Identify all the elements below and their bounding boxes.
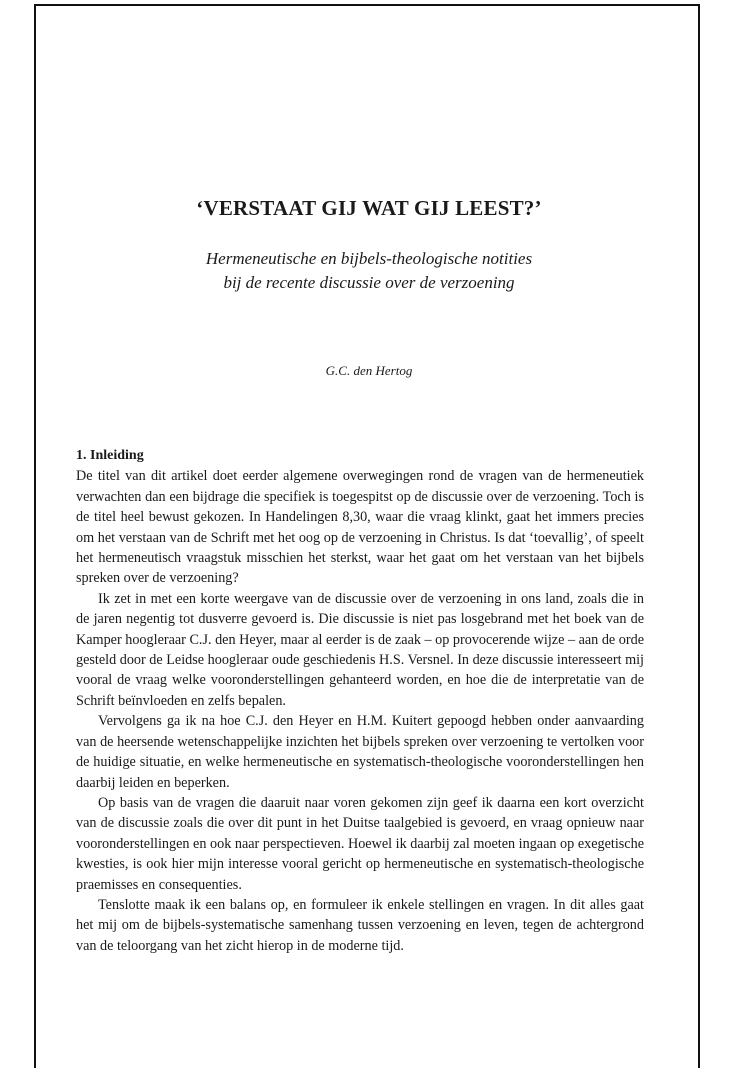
- paragraph-3: Vervolgens ga ik na hoe C.J. den Heyer en H.M. Kuitert gepoogd hebben onder aanvaarding van de heersende wetenschappelijke inzichten het bijbels spreken over verzoening te vertolken voor de huidige situatie, en welke hermeneutische en systematisch-theologische vooronderstellingen hen daarbij leiden en beperken.: [76, 713, 644, 791]
- paragraph-4: Op basis van de vragen die daaruit naar voren gekomen zijn geef ik daarna een kort overzicht van de discussie zoals die over dit punt in het Duitse taalgebied is gevoerd, en vraag opnieuw naar vooronderstellingen en ook naar perspectieven. Hoewel ik daarbij zal moeten ingaan op exegetische kwesties, is ook hier mijn interesse vooral gericht op hermeneutische en systematisch-theologische praemisses en consequenties.: [76, 794, 644, 893]
- author-name: G.C. den Hertog: [325, 363, 413, 378]
- article-title: ‘VERSTAAT GIJ WAT GIJ LEEST?’: [196, 196, 542, 220]
- article-subtitle: [0, 247, 738, 295]
- paragraph-5: Tenslotte maak ik een balans op, en formuleer ik enkele stellingen en vragen. In dit alles gaat het mij om de bijbels-systematische samenhang tussen verzoening en leven, tegen de achtergrond van de teloorgang van het zicht hierop in de moderne tijd.: [76, 896, 644, 954]
- paragraph-1: De titel van dit artikel doet eerder algemene overwegingen rond de vragen van de hermeneutiek verwachten dan een bijdrage die specifiek is toegespitst op de discussie over de verzoening. Toch is de titel heel bewust gekozen. In Handelingen 8,30, waar die vraag klinkt, gaat het immers precies om het verstaan van de Schrift met het oog op de verzoening in Christus. Is dat ‘toevallig’, of speelt het hermeneutisch vraagstuk misschien het sterkst, waar het gaat om het verstaan van het bijbels spreken over de verzoening?: [76, 468, 644, 587]
- subtitle-line-1: Hermeneutische en bijbels-theologische notities: [205, 249, 533, 268]
- paragraph-2: Ik zet in met een korte weergave van de discussie over de verzoening in ons land, zoals die in de jaren negentig tot dusverre gevoerd is. Die discussie is niet pas losgebrand met het boek van de Kamper hoogleraar C.J. den Heyer, maar al eerder is de zaak – op provocerende wijze – aan de orde gesteld door de Leidse hoogleraar oude geschiedenis H.S. Versnel. In deze discussie interesseert mij vooral de vraag welke vooronderstellingen gehanteerd worden, en hoe die de interpretatie van de Schrift beïnvloeden en zelfs bepalen.: [76, 590, 644, 709]
- subtitle-line-2: bij de recente discussie over de verzoening: [223, 273, 515, 292]
- article-body: [76, 446, 644, 956]
- section-heading: 1. Inleiding: [76, 448, 144, 463]
